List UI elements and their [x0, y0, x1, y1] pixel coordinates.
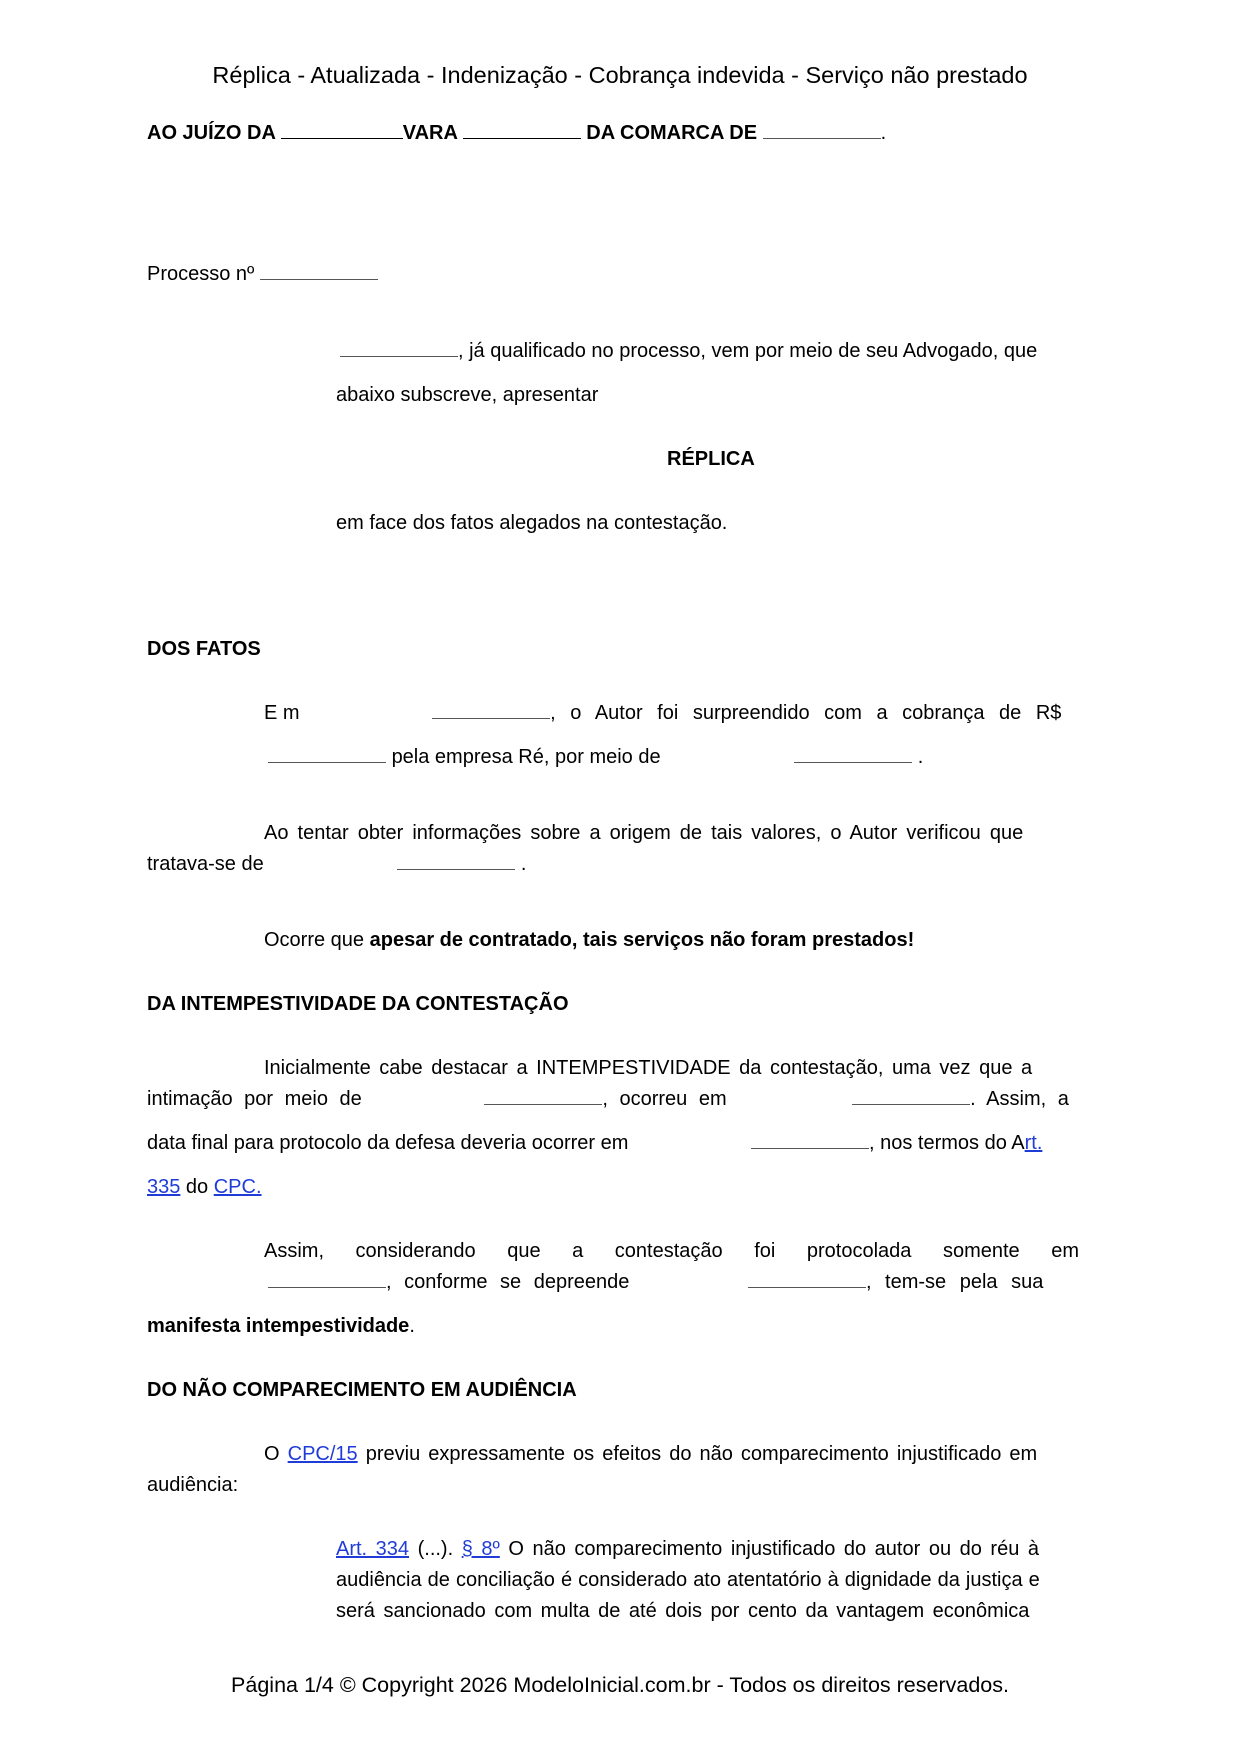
quote-line-2: audiência de conciliação é considerado ato atentatório à dignidade da justiça e: [336, 1569, 1040, 1591]
fatos-p3: [264, 927, 914, 953]
fatos-p1-line2: [268, 744, 923, 770]
intempest-text: , nos termos do A: [868, 1132, 1025, 1154]
evidence-blank[interactable]: [748, 1270, 866, 1288]
intempest-p1-line3: [147, 1130, 1042, 1156]
intempest-emphasis: manifesta intempestividade: [147, 1315, 410, 1337]
quote-text: (...).: [409, 1538, 462, 1560]
intempest-p1-line2: [147, 1086, 1069, 1112]
blank-field[interactable]: [763, 121, 881, 139]
audiencia-text: previu expressamente os efeitos do não comparecimento injustificado em: [357, 1443, 1038, 1465]
process-label: Processo nº: [147, 263, 255, 285]
fatos-p2-line2: [147, 851, 526, 877]
audiencia-p1-line2: audiência:: [147, 1474, 239, 1496]
section-heading-intempestividade: DA INTEMPESTIVIDADE DA CONTESTAÇÃO: [147, 993, 569, 1015]
filing-date-blank[interactable]: [268, 1270, 386, 1288]
address-part-2: VARA: [402, 122, 458, 144]
means-blank[interactable]: [794, 745, 912, 763]
address-part-3: DA COMARCA DE: [586, 122, 758, 144]
intimation-means-blank[interactable]: [484, 1087, 602, 1105]
blank-field[interactable]: [281, 121, 403, 139]
intempest-text: .: [409, 1315, 415, 1337]
intro-line-2: abaixo subscreve, apresentar: [336, 384, 599, 406]
intempest-text: intimação por meio de: [147, 1088, 362, 1110]
intempest-text: , conforme se depreende: [386, 1271, 630, 1293]
audiencia-p1-line1: [264, 1441, 1037, 1467]
quote-line-1: [336, 1536, 1039, 1562]
link-art-335-cont[interactable]: 335: [147, 1176, 181, 1198]
fatos-text: .: [520, 853, 527, 875]
process-number-blank[interactable]: [260, 262, 378, 280]
intempest-text: , ocorreu em: [602, 1088, 727, 1110]
fatos-p2-line1: Ao tentar obter informações sobre a origem de tais valores, o Autor verificou que: [264, 822, 1024, 844]
link-cpc[interactable]: CPC.: [213, 1176, 262, 1198]
fatos-p1-line1: [264, 700, 1084, 726]
intempest-text: do: [180, 1176, 214, 1198]
link-paragraph-8[interactable]: § 8º: [461, 1538, 500, 1560]
document-title: RÉPLICA: [667, 448, 755, 470]
section-heading-fatos: DOS FATOS: [147, 638, 261, 660]
intro-text: , já qualificado no processo, vem por meio de seu Advogado, que: [458, 340, 1038, 362]
fatos-emphasis: apesar de contratado, tais serviços não foram prestados!: [369, 929, 915, 951]
party-name-blank[interactable]: [340, 339, 458, 357]
link-art-335[interactable]: rt.: [1024, 1132, 1043, 1154]
fatos-text: tratava-se de: [147, 853, 264, 875]
deadline-date-blank[interactable]: [751, 1131, 869, 1149]
date-blank[interactable]: [432, 701, 550, 719]
fatos-text: pela empresa Ré, por meio de: [391, 746, 661, 768]
process-number-line: [147, 261, 378, 287]
document-header-title: Réplica - Atualizada - Indenização - Cobrança indevida - Serviço não prestado: [212, 62, 1028, 88]
link-art-334[interactable]: Art. 334: [336, 1538, 410, 1560]
intempest-p2-line2: [268, 1269, 1043, 1295]
audiencia-text: O: [264, 1443, 288, 1465]
blank-field[interactable]: [463, 121, 581, 139]
intempest-p2-line1: Assim, considerando que a contestação foi protocolada somente em: [264, 1240, 1080, 1262]
intempest-text: data final para protocolo da defesa deveria ocorrer em: [147, 1132, 629, 1154]
court-address: [147, 120, 886, 146]
intempest-p1-line4: [147, 1174, 262, 1200]
fatos-text: E m: [264, 702, 300, 724]
intro-line-1: [340, 338, 1037, 364]
fatos-text: .: [917, 746, 924, 768]
section-heading-audiencia: DO NÃO COMPARECIMENTO EM AUDIÊNCIA: [147, 1379, 577, 1401]
intempest-text: , tem-se pela sua: [865, 1271, 1044, 1293]
intempest-p1-line1: Inicialmente cabe destacar a INTEMPESTIVIDADE da contestação, uma vez que a: [264, 1057, 1033, 1079]
service-blank[interactable]: [397, 852, 515, 870]
address-end: .: [880, 122, 887, 144]
amount-blank[interactable]: [268, 745, 386, 763]
intempest-text: . Assim, a: [970, 1088, 1069, 1110]
intro-line-3: em face dos fatos alegados na contestação.: [336, 512, 728, 534]
intimation-date-blank[interactable]: [852, 1087, 970, 1105]
page-footer: Página 1/4 © Copyright 2026 ModeloInicial.com.br - Todos os direitos reservados.: [231, 1673, 1009, 1697]
fatos-text: Ocorre que: [264, 929, 370, 951]
quote-text: O não comparecimento injustificado do autor ou do réu à: [499, 1538, 1040, 1560]
link-cpc-15[interactable]: CPC/15: [287, 1443, 358, 1465]
intempest-p2-line3: [147, 1313, 415, 1339]
quote-line-3: será sancionado com multa de até dois por cento da vantagem econômica: [336, 1600, 1030, 1622]
fatos-text: , o Autor foi surpreendido com a cobrança de R$: [550, 702, 1062, 724]
address-part-1: AO JUÍZO DA: [147, 122, 276, 144]
